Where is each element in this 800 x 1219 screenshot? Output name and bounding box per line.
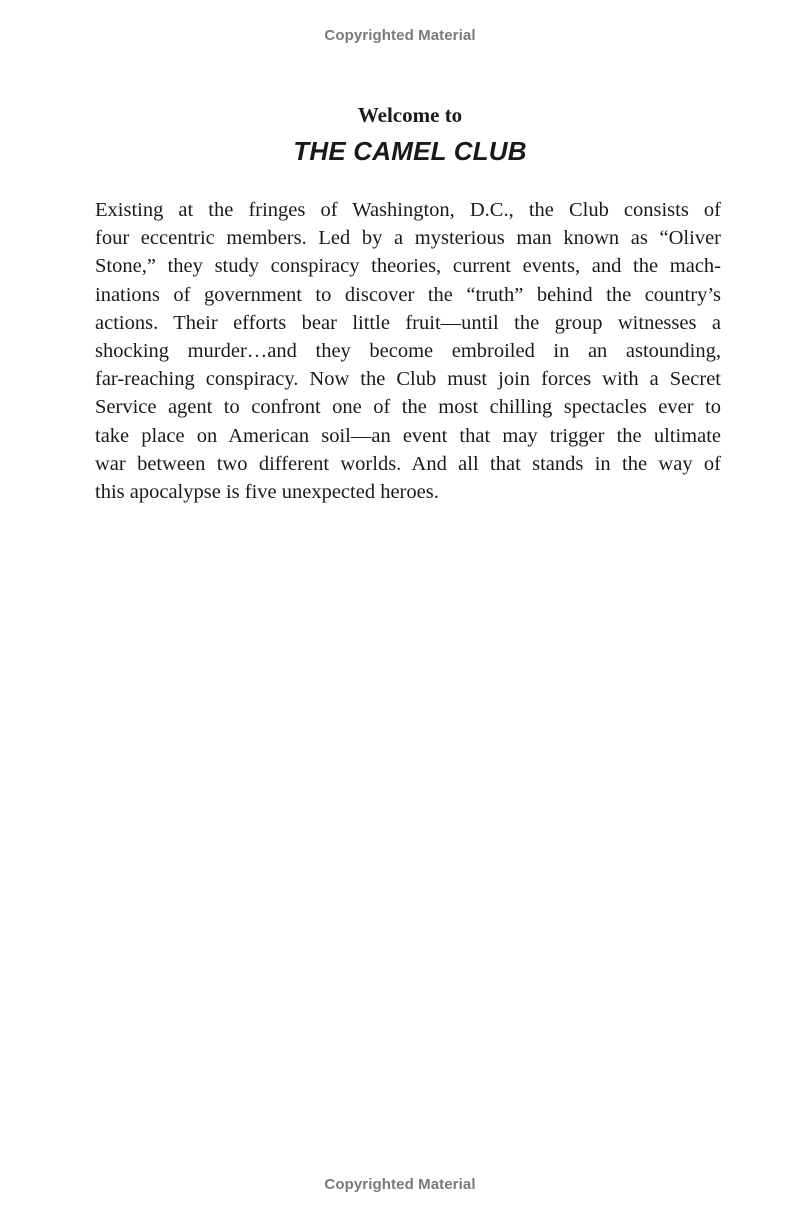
book-title: THE CAMEL CLUB xyxy=(293,136,527,166)
welcome-heading: Welcome to xyxy=(357,103,463,127)
copyright-watermark-bottom: Copyrighted Material xyxy=(324,1176,476,1193)
paragraph-line: Stone,” they study conspiracy theories, current events, and the mach- xyxy=(95,255,721,278)
paragraph-line: actions. Their efforts bear little fruit—until the group witnesses a xyxy=(95,311,721,334)
paragraph-line: Service agent to confront one of the most chilling spectacles ever to xyxy=(95,396,721,419)
paragraph-line: four eccentric members. Led by a mysterious man known as “Oliver xyxy=(95,227,721,250)
paragraph-line: Existing at the fringes of Washington, D.C., the Club consists of xyxy=(95,199,721,221)
paragraph-line: far-reaching conspiracy. Now the Club must join forces with a Secret xyxy=(95,368,721,391)
paragraph-line: war between two different worlds. And all that stands in the way of xyxy=(95,452,721,475)
description-paragraph xyxy=(95,196,721,506)
paragraph-line: take place on American soil—an event that may trigger the ultimate xyxy=(95,424,721,447)
paragraph-line: shocking murder…and they become embroiled in an astounding, xyxy=(95,339,721,362)
paragraph-line: this apocalypse is five unexpected heroes. xyxy=(95,480,439,503)
paragraph-line: inations of government to discover the “truth” behind the country’s xyxy=(95,283,721,306)
copyright-watermark-top: Copyrighted Material xyxy=(324,27,476,44)
